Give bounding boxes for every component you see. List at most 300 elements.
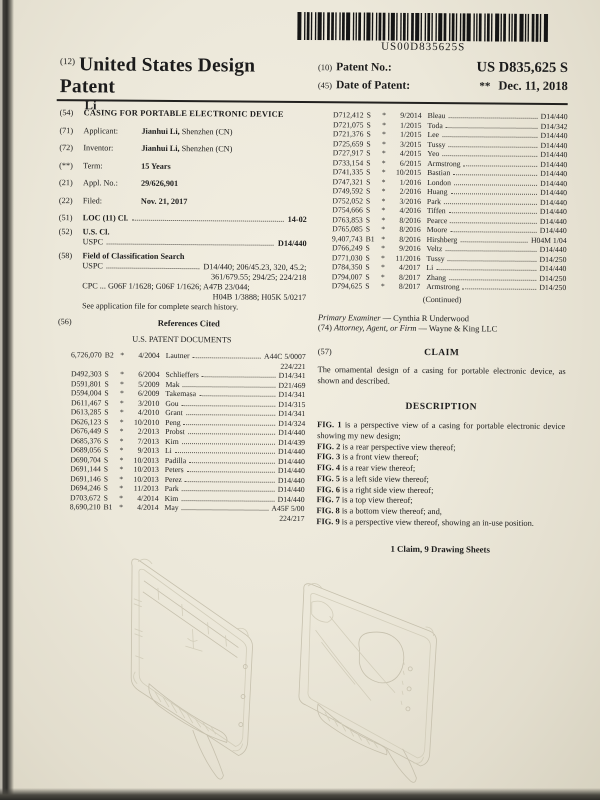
reference-rk: S — [104, 398, 109, 408]
reference-rname: Zhang — [426, 272, 447, 282]
reference-rs: * — [119, 445, 124, 455]
reference-rlead — [181, 500, 274, 502]
reference-rcls: D14/250 — [539, 273, 567, 283]
figure-description-line: FIG. 3 is a front view thereof; — [316, 452, 419, 463]
reference-rname: Peters — [164, 465, 184, 475]
figure-label: FIG. 4 — [316, 463, 341, 473]
reference-rn: D747,321 — [332, 176, 364, 186]
reference-rname: Moore — [426, 224, 448, 235]
reference-rs: * — [381, 148, 386, 158]
field-number: (51) — [58, 213, 73, 223]
loc-class-label: LOC (11) Cl. — [82, 213, 129, 223]
reference-rd: 3/2010 — [137, 398, 160, 408]
reference-rn: D626,123 — [70, 416, 102, 427]
reference-rname: Veltz — [426, 243, 443, 254]
field-search-58 — [58, 251, 306, 313]
reference-rn: 6,726,070 — [70, 350, 102, 360]
reference-rd: 1/2016 — [399, 177, 422, 187]
reference-rs: * — [119, 455, 124, 465]
reference-rlead — [186, 414, 276, 416]
reference-rn: D752,052 — [332, 195, 363, 205]
patent-date-value: Dec. 11, 2018 — [498, 78, 568, 94]
reference-rk: S — [365, 186, 371, 196]
reference-rs: * — [381, 234, 386, 244]
reference-rs: * — [382, 110, 387, 120]
uspc-value: D14/440 — [277, 239, 307, 249]
reference-rd: 2/2016 — [399, 186, 422, 196]
reference-rd: 4/2014 — [137, 493, 159, 503]
reference-rlead — [442, 136, 538, 138]
reference-rk: S — [103, 483, 108, 493]
reference-rn: D690,704 — [70, 454, 101, 465]
reference-rcls: D14/250 — [539, 254, 567, 264]
reference-rname: Li — [164, 446, 172, 456]
reference-rs: * — [381, 186, 386, 196]
reference-rd: 3/2015 — [399, 139, 422, 149]
reference-rd: 6/2009 — [138, 388, 160, 399]
patent-number-code: (10) — [317, 62, 333, 73]
reference-rcls: D21/469 — [278, 380, 306, 390]
figure-label: FIG. 2 — [316, 441, 341, 452]
reference-rlead — [446, 127, 538, 129]
reference-rcls: D14/440 — [277, 466, 305, 476]
references-list-right — [318, 110, 567, 292]
reference-rs: * — [119, 398, 124, 408]
reference-rd: 6/2004 — [138, 369, 160, 380]
reference-rk: B1 — [365, 234, 375, 244]
reference-rk: S — [103, 455, 109, 465]
term-label: Term: — [83, 161, 103, 171]
drawing-sheets-note: 1 Claim, 9 Drawing Sheets — [390, 543, 490, 555]
reference-rd: 8/2017 — [398, 281, 421, 291]
reference-rcls: D14/440 — [540, 149, 568, 160]
attorney-label: Attorney, Agent, or Firm — [333, 323, 417, 334]
field-number: (54) — [59, 108, 74, 118]
reference-rcls: D14/342 — [540, 121, 568, 131]
reference-rd: 8/2016 — [399, 234, 421, 244]
field-filed-22 — [59, 196, 307, 208]
reference-rn: D691,146 — [70, 473, 101, 484]
reference-rn: D794,625 — [331, 281, 363, 291]
reference-rk: S — [366, 120, 371, 130]
reference-rs: * — [119, 407, 124, 417]
figure-description-line: FIG. 4 is a rear view thereof; — [316, 463, 416, 474]
reference-rcls: D14/250 — [539, 282, 567, 293]
reference-rname: Lee — [427, 129, 440, 140]
reference-rcls: A44C 5/0007 — [264, 351, 306, 362]
reference-rn: D721,376 — [332, 129, 364, 139]
reference-rd: 7/2013 — [137, 436, 160, 446]
reference-rk: S — [366, 167, 371, 177]
reference-rd: 8/2016 — [399, 215, 421, 225]
reference-rcls: H04M 1/04 — [530, 235, 567, 245]
reference-rd: 10/2013 — [133, 455, 159, 465]
reference-rs: * — [381, 177, 386, 187]
dot-leader — [107, 268, 199, 270]
figure-description-line: FIG. 8 is a bottom view thereof; and, — [316, 506, 442, 517]
reference-rs: * — [381, 196, 386, 206]
reference-rd: 5/2009 — [138, 379, 160, 389]
references-subtitle: U.S. PATENT DOCUMENTS — [132, 334, 232, 345]
figure-description-line: FIG. 1 is a perspective view of a casing for portable electronic device showing my new design; — [317, 420, 566, 441]
reference-rcls: D14/440 — [540, 168, 568, 179]
patent-number-row — [318, 58, 568, 77]
reference-rd: 4/2015 — [399, 148, 422, 158]
reference-rs: * — [382, 129, 386, 139]
reference-rs: * — [120, 379, 124, 389]
reference-rd: 6/2015 — [399, 158, 422, 168]
figure-description-line: FIG. 7 is a top view thereof; — [316, 495, 413, 506]
search-field-label: Field of Classification Search — [82, 251, 185, 262]
reference-rcls: D14/440 — [540, 159, 568, 169]
reference-rn: 9,407,743 — [331, 233, 363, 243]
reference-rn: D725,659 — [332, 138, 364, 148]
figure-description-line: FIG. 2 is a rear perspective view thereof; — [316, 441, 456, 452]
field-inventor-72 — [59, 143, 307, 155]
reference-rs: * — [119, 502, 123, 512]
header-left — [60, 54, 312, 115]
figure-description-line: FIG. 6 is a right side view thereof; — [316, 484, 434, 495]
reference-rname: Bleau — [427, 110, 446, 121]
patent-date-row — [318, 77, 568, 94]
uspc-label: USPC — [82, 237, 104, 247]
reference-row-continuation: 224/221 — [280, 361, 306, 371]
reference-rn: D771,030 — [331, 252, 363, 262]
reference-rd: 1/2015 — [400, 129, 422, 139]
field-number: (58) — [58, 251, 73, 261]
reference-rname: Grant — [165, 408, 183, 418]
reference-rcls: D14/341 — [278, 390, 306, 400]
reference-rs: * — [381, 253, 385, 263]
reference-rname: Kim — [164, 493, 179, 503]
reference-rn: D685,376 — [70, 435, 102, 446]
reference-rk: B1 — [103, 502, 113, 512]
inventor-name: Jianhui Li, — [141, 143, 180, 154]
references-title: References Cited — [157, 318, 220, 329]
search-history-note: See application file for complete search history. — [82, 301, 239, 312]
reference-rs: * — [381, 139, 386, 149]
reference-rd: 8/2016 — [399, 224, 421, 234]
reference-rs: * — [381, 243, 386, 253]
reference-rcls: D14/440 — [540, 187, 568, 198]
reference-rname: Padilla — [164, 455, 187, 465]
reference-rk: S — [103, 474, 109, 484]
reference-rlead — [450, 231, 537, 233]
field-us-class-52 — [59, 227, 307, 249]
reference-rk: S — [104, 426, 109, 436]
reference-rcls: D14/440 — [539, 263, 567, 274]
reference-rs: * — [380, 281, 385, 291]
field-title-54 — [60, 108, 308, 120]
reference-rs: * — [380, 262, 385, 272]
field-applicant-71 — [59, 126, 307, 138]
reference-rd: 11/2016 — [395, 253, 421, 263]
reference-rk: S — [103, 445, 109, 455]
reference-rd: 4/2014 — [137, 502, 159, 513]
reference-rcls: D14/440 — [277, 475, 305, 485]
reference-rs: * — [381, 215, 386, 225]
reference-rname: Park — [164, 484, 179, 494]
rear-perspective-casing-drawing — [282, 572, 476, 800]
reference-rk: S — [366, 177, 371, 187]
reference-rlead — [182, 405, 276, 407]
document-header — [60, 54, 568, 117]
reference-row — [318, 281, 566, 292]
reference-rk: S — [104, 417, 109, 427]
reference-rd: 11/2013 — [133, 483, 159, 494]
reference-rcls: D14/440 — [278, 428, 306, 438]
reference-rcls: D14/440 — [539, 197, 567, 207]
front-perspective-casing-drawing — [96, 543, 288, 794]
reference-rn: D712,412 — [333, 110, 364, 120]
reference-rn: D492,303 — [70, 369, 102, 379]
reference-rn: D591,801 — [70, 378, 102, 389]
date-star-marker: ** — [479, 80, 491, 93]
description-heading: DESCRIPTION — [405, 402, 478, 413]
page-title: United States Design Patent — [59, 54, 256, 98]
reference-rname: Hirshberg — [426, 234, 458, 244]
reference-rk: S — [103, 493, 108, 503]
field-number: (**) — [59, 160, 73, 170]
figure-description-line: FIG. 5 is a left side view thereof; — [316, 474, 429, 484]
reference-rk: S — [365, 253, 370, 263]
patent-number-label: Patent No.: — [336, 61, 392, 74]
reference-rcls: D14/341 — [278, 409, 306, 419]
reference-rname: Probst — [165, 427, 185, 437]
reference-rd: 4/2017 — [399, 262, 421, 272]
primary-examiner-label: Primary Examiner — [317, 312, 381, 323]
reference-rname: May — [164, 503, 179, 513]
reference-rn: D766,249 — [331, 243, 363, 253]
reference-rk: S — [365, 281, 370, 291]
reference-rn: D727,917 — [332, 148, 364, 158]
barcode-text: US00D835625S — [381, 40, 466, 54]
reference-rd: 2/2013 — [137, 426, 160, 437]
reference-rlead — [463, 288, 537, 290]
reference-rk: B2 — [104, 350, 114, 360]
reference-rs: * — [382, 120, 386, 130]
reference-rs: * — [119, 474, 124, 484]
reference-rname: Tussy — [426, 253, 445, 263]
reference-rlead — [449, 279, 536, 281]
field-appl-no-21 — [59, 178, 307, 190]
reference-rd: 10/2015 — [395, 167, 422, 177]
filed-date: Nov. 21, 2017 — [140, 196, 188, 206]
patent-date-code: (45) — [317, 80, 333, 91]
reference-rs: * — [119, 483, 124, 493]
reference-rcls: A45F 5/00 — [271, 504, 305, 514]
cpc-search-classes: CPC ... G06F 1/1628; G06F 1/1626; A47B 23/044; — [82, 281, 250, 292]
references-list-left — [56, 350, 305, 523]
claim-field-number: (57) — [317, 347, 332, 357]
applicant-name: Jianhui Li, — [141, 126, 180, 136]
reference-rlead — [450, 193, 537, 195]
reference-rk: S — [103, 464, 109, 474]
reference-rn: D763,853 — [332, 214, 363, 224]
reference-rname: Huang — [426, 186, 448, 197]
reference-rk: S — [365, 262, 370, 272]
field-term — [59, 161, 307, 173]
reference-rn: D794,007 — [331, 271, 363, 281]
reference-rcls: D14/440 — [277, 456, 305, 466]
reference-rname: Li — [426, 262, 434, 273]
figure-label: FIG. 5 — [316, 474, 341, 484]
reference-rn: D721,075 — [332, 119, 364, 129]
reference-rd: 1/2015 — [400, 120, 422, 130]
field-number: (56) — [57, 317, 72, 327]
reference-rname: Schlieffers — [165, 370, 199, 380]
reference-rn: D691,144 — [70, 464, 101, 474]
reference-rd: 10/2013 — [133, 464, 159, 475]
reference-rlead — [444, 203, 537, 205]
reference-rs: * — [381, 158, 386, 168]
reference-row-continuation: 224/217 — [279, 513, 305, 523]
reference-rs: * — [119, 417, 124, 427]
reference-rname: Peng — [165, 417, 181, 427]
figure-label: FIG. 7 — [316, 495, 340, 505]
reference-rlead — [184, 424, 276, 426]
field-number: (72) — [59, 143, 74, 153]
reference-rcls: D14/440 — [539, 216, 567, 226]
reference-rcls: D14/440 — [278, 447, 306, 457]
invention-title: CASING FOR PORTABLE ELECTRONIC DEVICE — [83, 108, 284, 119]
term-value: 15 Years — [141, 161, 171, 171]
loc-class-value: 14-02 — [287, 215, 307, 225]
field-number: (22) — [58, 195, 73, 205]
inventor-surname: Li — [84, 98, 97, 113]
appl-no-label: Appl. No.: — [83, 178, 118, 188]
reference-rd: 9/2014 — [400, 110, 422, 120]
reference-rname: Lautner — [165, 351, 190, 361]
reference-rs: * — [119, 426, 124, 436]
reference-rlead — [182, 490, 275, 492]
reference-rk: S — [365, 243, 370, 253]
reference-rk: S — [365, 272, 370, 282]
reference-rcls: D14/315 — [278, 399, 306, 409]
reference-rlead — [448, 146, 537, 148]
reference-rk: S — [365, 196, 371, 206]
barcode — [297, 12, 549, 54]
dot-leader — [132, 220, 284, 222]
reference-rlead — [199, 395, 275, 397]
reference-rn: D694,246 — [70, 483, 101, 493]
inventor-label: Inventor: — [83, 143, 114, 153]
patent-number-value: US D835,625 S — [476, 59, 569, 77]
field-number: (74) — [317, 323, 332, 333]
inventor-location: Shenzhen (CN) — [181, 144, 233, 154]
reference-rlead — [442, 155, 537, 157]
reference-rlead — [453, 174, 537, 176]
cpc-search-classes-2: H04B 1/3888; H05K 5/0217 — [212, 292, 307, 303]
reference-rs: * — [381, 224, 386, 234]
reference-rk: S — [104, 388, 109, 398]
reference-rs: * — [119, 464, 124, 474]
examiner-block — [318, 313, 566, 337]
reference-rn: D754,666 — [332, 205, 363, 215]
uspc-search-label: USPC — [82, 261, 103, 271]
left-column — [56, 108, 307, 553]
reference-rcls: D14/341 — [278, 371, 306, 381]
reference-rname: Mak — [165, 379, 180, 389]
reference-rname: London — [427, 177, 452, 187]
reference-rlead — [182, 509, 269, 511]
uspc-search-classes: D14/440; 206/45.23, 320, 45.2; — [203, 262, 307, 273]
reference-rcls: D14/440 — [539, 206, 567, 217]
reference-rk: S — [365, 205, 371, 215]
reference-rk: S — [366, 158, 371, 168]
reference-rcls: D14/324 — [278, 418, 306, 428]
reference-rd: 4/2016 — [399, 205, 421, 215]
reference-rcls: D14/440 — [540, 130, 568, 141]
reference-rname: Yeo — [427, 148, 440, 159]
reference-rname: Park — [426, 196, 442, 206]
reference-rd: 10/2010 — [133, 417, 160, 427]
figure-label: FIG. 3 — [316, 452, 341, 462]
reference-rname: Toda — [427, 120, 443, 130]
reference-rs: * — [119, 388, 124, 398]
reference-rn: D594,004 — [70, 388, 102, 398]
reference-rname: Armstrong — [426, 281, 460, 292]
reference-rk: S — [104, 407, 109, 417]
reference-rk: S — [365, 215, 371, 225]
reference-rn: D765,085 — [332, 224, 363, 234]
reference-rname: Tiffen — [426, 205, 446, 216]
reference-rk: S — [366, 110, 371, 120]
reference-rk: S — [366, 129, 371, 139]
continued-note: (Continued) — [422, 294, 462, 304]
reference-rcls: D14/440 — [277, 494, 305, 504]
uspc-search-classes-2: 361/679.55; 294/25; 224/218 — [211, 272, 307, 283]
reference-rlead — [187, 471, 275, 473]
us-class-label: U.S. Cl. — [82, 227, 110, 237]
reference-rlead — [460, 241, 528, 243]
figure-label: FIG. 9 — [316, 517, 340, 527]
reference-rname: Takemasa — [165, 389, 197, 399]
reference-rlead — [454, 184, 537, 186]
figure-description-line: FIG. 9 is a perspective view thereof, showing an in-use position. — [316, 517, 534, 528]
reference-rn: D784,350 — [331, 262, 363, 272]
reference-rn: D611,467 — [71, 397, 102, 408]
reference-rn: D676,449 — [70, 426, 102, 436]
field-number: (71) — [59, 125, 74, 135]
applicant-label: Applicant: — [83, 126, 119, 136]
reference-rlead — [185, 481, 275, 483]
reference-rname: Tussy — [427, 139, 446, 149]
reference-rk: S — [104, 436, 109, 446]
reference-rname: Perez — [164, 474, 182, 484]
reference-rlead — [182, 443, 275, 445]
reference-rn: D613,285 — [70, 407, 102, 417]
applicant-location: Shenzhen (CN) — [181, 126, 233, 137]
primary-examiner-name: — Cynthia R Underwood — [382, 313, 470, 323]
appl-no-value: 29/626,901 — [141, 178, 179, 189]
reference-rs: * — [380, 272, 385, 282]
reference-rn: D703,672 — [70, 492, 101, 503]
reference-rlead — [464, 165, 538, 167]
two-column-body — [56, 108, 567, 555]
figure-label: FIG. 8 — [316, 506, 340, 516]
reference-rn: D749,592 — [332, 186, 364, 196]
claim-text: The ornamental design of a casing for portable electronic device, as shown and described. — [317, 365, 566, 386]
filed-label: Filed: — [82, 196, 103, 206]
reference-rs: * — [119, 436, 124, 446]
references-heading — [58, 317, 306, 329]
reference-rk: S — [365, 224, 371, 234]
reference-row — [58, 350, 306, 361]
figure-label: FIG. 6 — [316, 484, 340, 495]
attorney-firm-name: — Wayne & King LLC — [418, 324, 498, 334]
reference-rname: Gou — [165, 398, 179, 408]
